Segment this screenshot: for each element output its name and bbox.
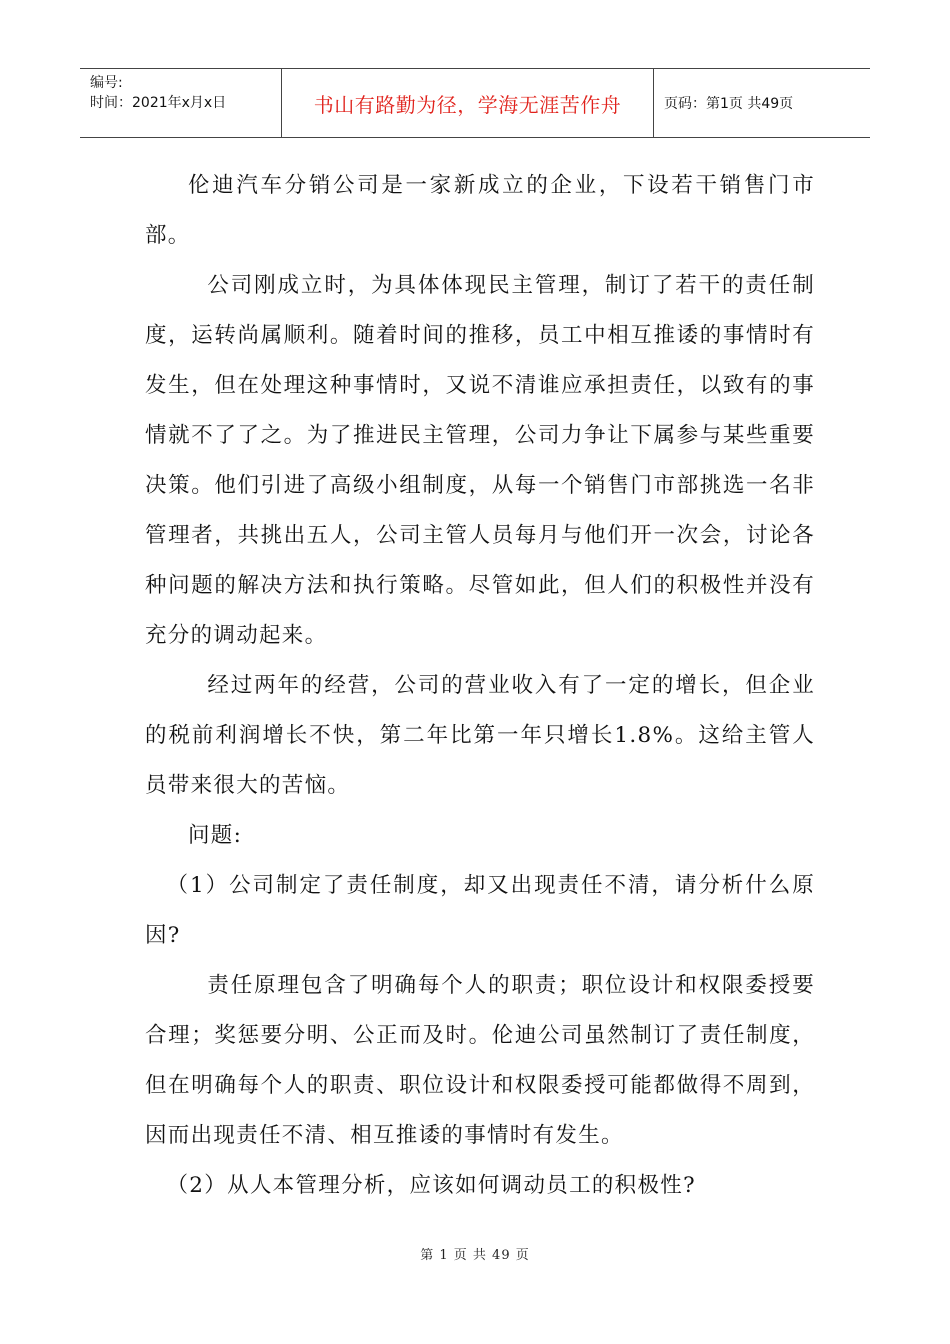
header-motto: 书山有路勤为径，学海无涯苦作舟: [282, 69, 654, 137]
document-header: [80, 68, 870, 138]
header-page-info: 页码：第1页 共49页: [664, 96, 794, 112]
questions-heading: 问题:: [188, 823, 243, 848]
document-date: 时间：2021年x月x日: [90, 95, 227, 111]
answer-1: 责任原理包含了明确每个人的职责；职位设计和权限委授要合理；奖惩要分明、公正而及时。伦迪公司虽然制订了责任制度，但在明确每个人的职责、职位设计和权限委授可能都做得不周到，因而出现责任不清、相互推诿的事情时有发生。: [145, 973, 815, 1148]
page-footer: 第 1 页 共 49 页: [420, 1248, 530, 1263]
document-number-label: 编号:: [90, 75, 123, 91]
question-1: （1）公司制定了责任制度，却又出现责任不清，请分析什么原因?: [145, 873, 815, 948]
paragraph-background: 公司刚成立时，为具体体现民主管理，制订了若干的责任制度，运转尚属顺利。随着时间的推移，员工中相互推诿的事情时有发生，但在处理这种事情时，又说不清谁应承担责任，以致有的事情就不了了之。为了推进民主管理，公司力争让下属参与某些重要决策。他们引进了高级小组制度，从每一个销售门市部挑选一名非管理者，共挑出五人，公司主管人员每月与他们开一次会，讨论各种问题的解决方法和执行策略。尽管如此，但人们的积极性并没有充分的调动起来。: [145, 273, 815, 648]
question-2: （2）从人本管理分析，应该如何调动员工的积极性?: [166, 1173, 696, 1198]
paragraph-results: 经过两年的经营，公司的营业收入有了一定的增长，但企业的税前利润增长不快，第二年比第一年只增长1.8%。这给主管人员带来很大的苦恼。: [145, 673, 815, 798]
document-body: [145, 161, 815, 1211]
paragraph-intro: 伦迪汽车分销公司是一家新成立的企业，下设若干销售门市部。: [145, 173, 815, 248]
header-meta: [80, 69, 282, 137]
